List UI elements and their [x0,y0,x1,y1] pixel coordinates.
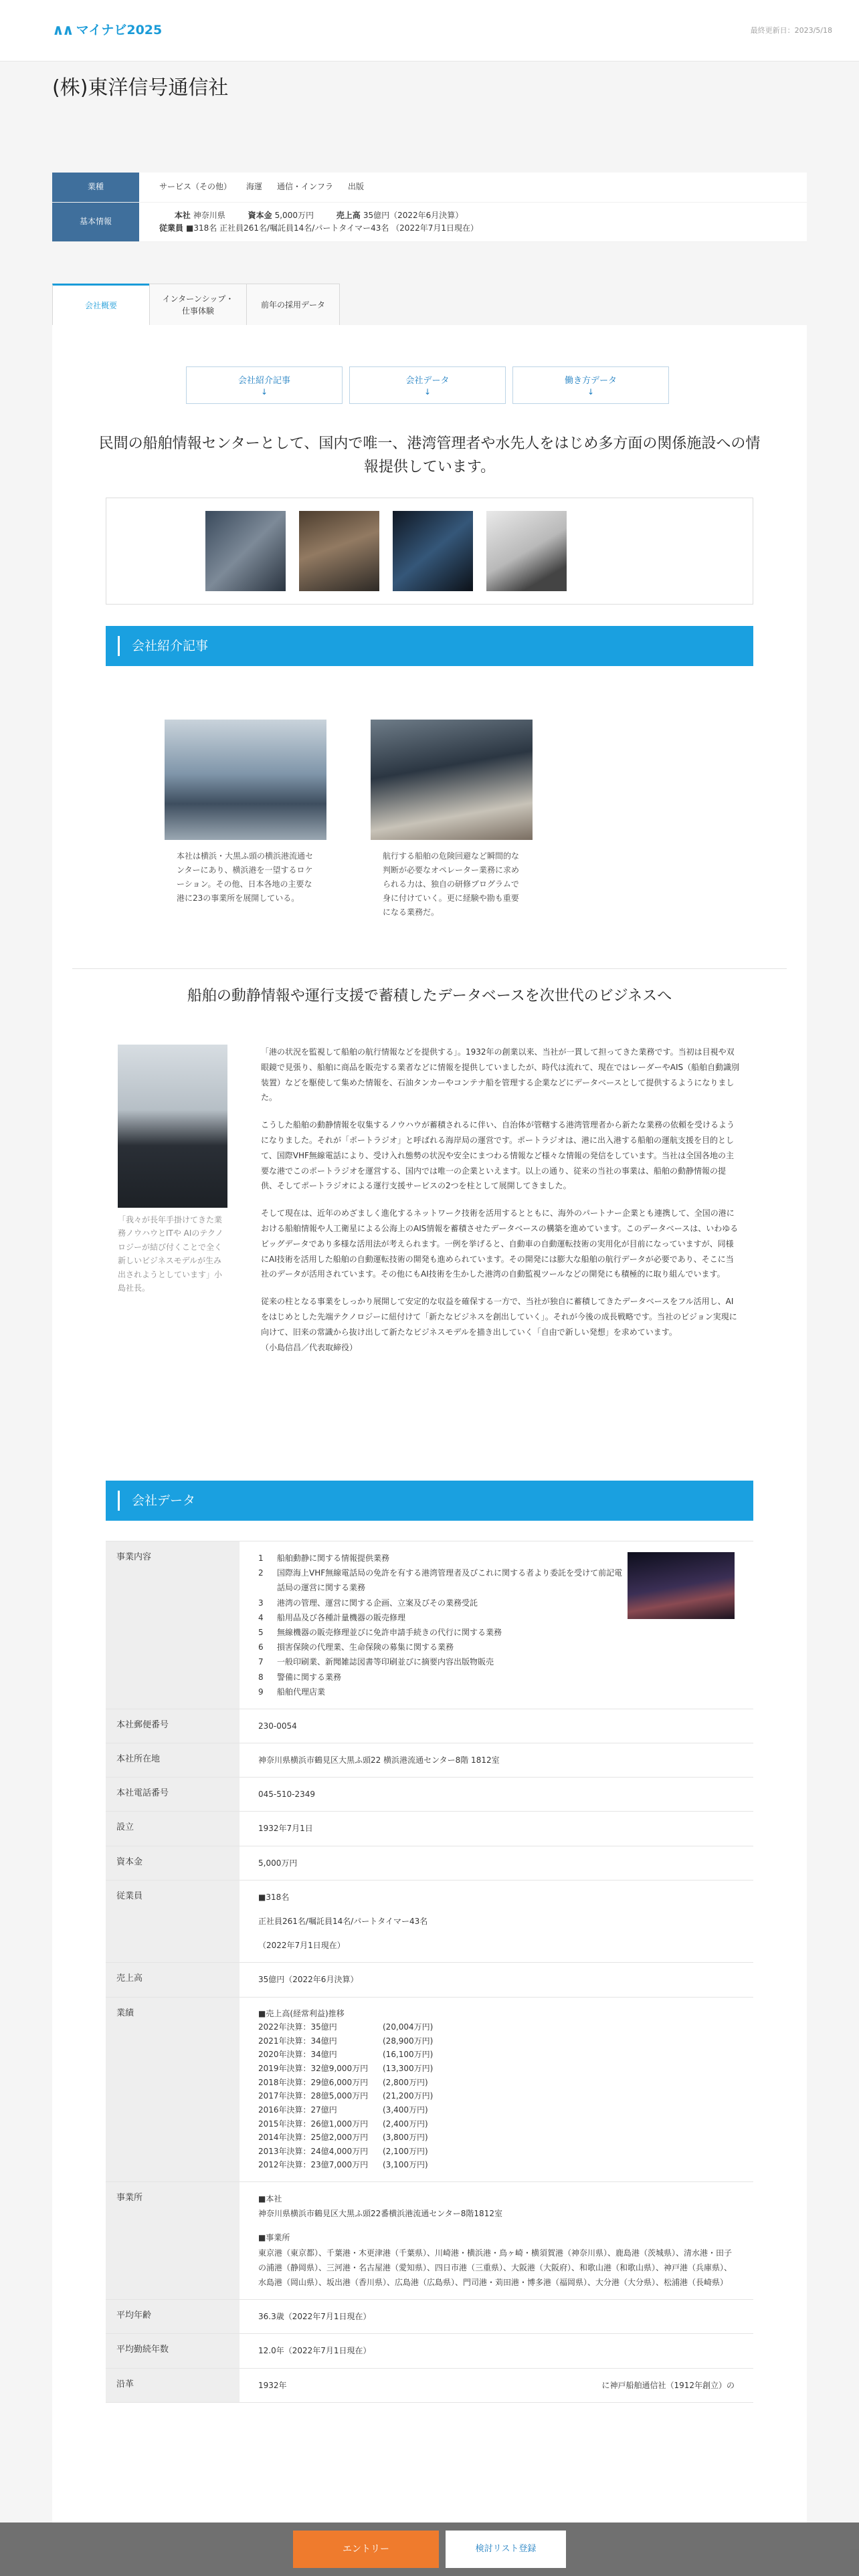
list-item: 3 港湾の管理、運営に関する企画、立案及びその業務受託 [258,1598,478,1608]
last-updated: 最終更新日：2023/5/18 [750,25,832,35]
article-paragraph: 従来の柱となる事業をしっかり展開して安定的な収益を確保する一方で、当社が独自に蓄積してきたデータベースをフル活用し、AIをはじめとした先端テクノロジーに紐付けて「新たなビジネスを創出していく」。それが今後の成長戦略です。当社のビジョン実現に向けて、旧来の常識から抜け出して新たなビジネスモデルを描き出していく「自由で新しい発想」を求めています。 （小島信昌／代表取締役） [261,1297,737,1352]
employees-label: 従業員 [159,223,184,233]
row-value: 1932年7月1日 [258,1824,313,1834]
history-start: 1932年 [258,2380,287,2390]
list-item: 5 無線機器の販売修理並びに免許申請手続きの代行に関する業務 [258,1627,502,1637]
office-branch-list: 東京港（東京都）、千葉港・木更津港（千葉県）、川崎港・横浜港・鳥ヶ崎・横須賀港（神奈川県）、鹿島港（茨城県）、清水港・田子の浦港（静岡県）、三河港・名古屋港（愛知県）、四日市港（三重県）、大阪港（大阪府）、和歌山港（和歌山県）、神戸港（兵庫県）、水島港（岡山県）、坂出港（香川県）、広島港（広島県）、門司港・苅田港・博多港（福岡県）、大分港（大分県）、松浦港（長崎県） [258,2248,733,2287]
company-summary-box [52,173,807,242]
tab-company-overview[interactable]: 会社概要 [52,284,150,325]
list-item: 4 船用品及び各種計量機器の販売修理 [258,1612,406,1622]
gallery-photo[interactable] [486,511,567,591]
anchor-label: 会社データ [405,375,450,386]
table-row [106,2369,753,2403]
row-label: 沿革 [106,2369,240,2402]
section-heading-company-data: 会社データ [106,1481,753,1521]
row-value: 12.0年（2022年7月1日現在） [258,2346,371,2356]
portrait-quote: 「我々が長年手掛けてきた業務ノウハウとITや AIのテクノロジーが結び付くことで全く新しいビジネスモデルが生み出されようとしています」小島社長。 [118,1215,223,1293]
table-row [106,1541,753,1709]
row-label: 本社所在地 [106,1743,240,1777]
row-value [240,1541,753,1709]
office-branch-heading: ■事業所 [258,2233,290,2243]
table-row [106,2182,753,2300]
performance-line: 2019年決算：32億9,000万円 (13,300万円) [258,2064,434,2074]
article-paragraph: こうした船舶の動静情報を収集するノウハウが蓄積されるに伴い、自治体が管轄する港湾管理者から新たな業務の依頼を受けるようになりました。それが「ポートラジオ」と呼ばれる海岸局の運営です。ポートラジオは、港に出入港する船舶の運航支援を目的として、国際VHF無線電話により、受け入れ態勢の状況や安全にまつわる情報など様々な情報の発信をしています。当社は全国各地の主要な港でこのポートラジオを運営する、国内では唯一の企業といえます。以上の通り、従来の当社の事業は、船舶の動静情報の提供、そしてポートラジオによる運行支援サービスの2つを柱として展開してきました。 [261,1120,735,1191]
table-row [106,2334,753,2368]
arrow-down-icon: ↓ [423,387,432,397]
sales-label: 売上高 [336,210,361,220]
add-to-list-button[interactable]: 検討リスト登録 [446,2531,566,2568]
performance-line: 2017年決算：28億5,000万円 (21,200万円) [258,2091,434,2101]
list-item: 1 船舶動静に関する情報提供業務 [258,1553,390,1563]
row-value [240,2369,753,2402]
row-label: 業績 [106,1998,240,2182]
office-hq-heading: ■本社 [258,2194,282,2204]
row-label: 平均年齢 [106,2300,240,2333]
row-value [240,1881,753,1963]
table-row [106,1812,753,1846]
history-end: に神戸船舶通信社（1912年創立）の [601,2380,735,2390]
article-caption: 本社は横浜・大黒ふ頭の横浜港流通センターにあり、横浜港を一望するロケーション。その他、日本各地の主要な港に23の事業所を展開している。 [177,851,314,903]
article-photo [371,720,533,840]
article-title: 船舶の動静情報や運行支援で蓄積したデータベースを次世代のビジネスへ [187,988,672,1004]
business-photo[interactable] [628,1552,735,1619]
list-item: 7 一般印刷業、新聞雑誌図書等印刷並びに摘要内容出版物販売 [258,1657,494,1667]
table-row [106,1709,753,1743]
hq-value: 神奈川県 [193,210,225,220]
logo-text: マイナビ2025 [76,23,163,38]
employees-total: ■318名 [258,1892,290,1902]
article-card [371,720,533,920]
industry-item: 出版 [348,182,365,192]
list-item: 2 国際海上VHF無線電話局の免許を有する港湾管理者及びこれに関する者より委託を受けて前記電話局の運営に関する業務 [258,1568,623,1593]
performance-line: 2022年決算：35億円 (20,004万円) [258,2022,434,2032]
anchor-links [186,366,669,404]
performance-line: 2018年決算：29億6,000万円 (2,800万円) [258,2077,428,2087]
row-value: 神奈川県横浜市鶴見区大黒ふ頭22 横浜港流通センター8階 1812室 [258,1755,500,1765]
table-row [106,1846,753,1881]
performance-line: 2021年決算：34億円 (28,900万円) [258,2036,434,2046]
section-heading-article: 会社紹介記事 [106,626,753,666]
capital-label: 資本金 [248,210,272,220]
anchor-label: 働き方データ [564,375,617,386]
company-data-table [106,1541,753,2403]
top-bar [0,0,859,62]
tab-internship[interactable]: インターンシップ・ 仕事体験 [149,284,247,325]
gallery-photo[interactable] [393,511,473,591]
basic-info-row [52,203,807,242]
article-paragraph: そして現在は、近年のめざましく進化するネットワーク技術を活用するとともに、海外のパートナー企業とも連携して、全国の港における船舶情報や人工衛星による公海上のAIS情報を蓄積させたデータベースの構築を進めています。このデータベースは、いわゆるビッグデータであり多様な活用法が考えられます。一例を挙げると、自動車の自動運転技術の実用化が目前になっていますが、同様にAI技術を活用した船舶の自動運転技術の開発も進められています。その開発には膨大な船舶の航行データが必要であり、そこに当社のデータが活用されています。その他にもAI技術を生かした港湾の自動監視ツールなどの開発にも積極的に取り組んでいます。 [261,1208,739,1279]
company-name: (株)東洋信号通信社 [52,76,229,100]
list-item: 8 警備に関する業務 [258,1672,342,1682]
row-value [240,2182,753,2299]
fixed-action-bar [0,2523,859,2576]
performance-line: 2015年決算：26億1,000万円 (2,400万円) [258,2119,428,2129]
industry-list [139,173,399,202]
table-row [106,1881,753,1963]
row-label: 平均勤続年数 [106,2334,240,2367]
industry-label: 業種 [52,173,139,202]
performance-line: 2020年決算：34億円 (16,100万円) [258,2050,434,2060]
gallery-photo[interactable] [299,511,379,591]
logo-mark-icon: ∧∧ [52,21,72,39]
gallery-photo[interactable] [205,511,286,591]
catch-copy: 民間の船舶情報センターとして、国内で唯一、港湾管理者や水先人をはじめ多方面の関係施設への情報提供しています。 [98,435,761,476]
anchor-label: 会社紹介記事 [237,375,290,386]
list-item: 9 船舶代理店業 [258,1687,326,1697]
row-value: 230-0054 [258,1721,297,1731]
basic-info-label: 基本情報 [52,203,139,241]
article-card [165,720,326,920]
capital-value: 5,000万円 [274,210,314,220]
row-value: 36.3歳（2022年7月1日現在） [258,2312,371,2322]
row-label: 事業所 [106,2182,240,2299]
table-row [106,1963,753,1997]
industry-row [52,173,807,203]
article-photo [165,720,326,840]
office-hq-address: 神奈川県横浜市鶴見区大黒ふ頭22番横浜港流通センター8階1812室 [258,2209,502,2219]
anchor-work-style[interactable] [512,366,669,404]
arrow-down-icon: ↓ [587,387,595,397]
performance-line: 2013年決算：24億4,000万円 (2,100万円) [258,2146,428,2156]
anchor-article[interactable] [186,366,343,404]
article-caption: 航行する船舶の危険回避など瞬間的な判断が必要なオペレーター業務に求められる力は、独自の研修プログラムで身に付けていく。更に経験や勘も重要になる業務だ。 [383,851,520,917]
entry-button[interactable]: エントリー [293,2531,439,2568]
table-row [106,2300,753,2334]
row-label: 資本金 [106,1846,240,1880]
article-cards [165,720,533,920]
performance-line: 2014年決算：25億2,000万円 (3,800万円) [258,2133,428,2143]
main-content [52,325,807,2576]
row-value: 5,000万円 [258,1858,298,1868]
row-label: 設立 [106,1812,240,1845]
president-portrait [118,1045,227,1208]
employees-breakdown: 正社員261名/嘱託員14名/パートタイマー43名 [258,1917,428,1926]
employees-value: ■318名 正社員261名/嘱託員14名/パートタイマー43名 （2022年7月1日現在） [186,223,478,233]
row-label: 本社郵便番号 [106,1709,240,1743]
page-tabs [52,284,339,325]
performance-line: 2016年決算：27億円 (3,400万円) [258,2105,428,2115]
row-value: 35億円（2022年6月決算） [258,1975,359,1985]
table-row [106,1778,753,1812]
hq-label: 本社 [174,210,191,220]
anchor-company-data[interactable] [349,366,506,404]
table-row [106,1998,753,2183]
row-label: 本社電話番号 [106,1778,240,1811]
row-label: 事業内容 [106,1541,240,1709]
industry-item: 海運 [246,182,263,192]
sales-value: 35億円（2022年6月決算） [363,210,464,220]
row-label: 従業員 [106,1881,240,1963]
tab-last-year-data[interactable]: 前年の採用データ [246,284,340,325]
industry-item: サービス（その他） [159,182,232,192]
list-item: 6 損害保険の代理業、生命保険の募集に関する業務 [258,1642,454,1652]
row-value: 045-510-2349 [258,1790,316,1800]
performance-line: 2012年決算：23億7,000万円 (3,100万円) [258,2160,428,2170]
row-label: 売上高 [106,1963,240,1996]
photo-gallery [106,498,753,605]
article-paragraph: 「港の状況を監視して船舶の航行情報などを提供する」。1932年の創業以来、当社が一貫して担ってきた業務です。当初は目視や双眼鏡で見張り、船舶に商品を販売する業者などに情報を提供していましたが、時代は流れて、現在ではレーダーやAIS（船舶自動識別装置）などを駆使して集めた情報を、石油タンカーやコンテナ船を管理する企業などにデータベースとして提供するようになりました。 [261,1047,740,1103]
site-logo[interactable] [52,19,162,42]
basic-info-body [139,203,498,241]
performance-heading: ■売上高(経常利益)推移 [258,2008,345,2018]
article-body [261,1045,740,1367]
row-value [240,1998,753,2182]
table-row [106,1743,753,1778]
arrow-down-icon: ↓ [260,387,268,397]
divider [72,968,787,969]
business-list [258,1551,628,1699]
industry-item: 通信・インフラ [277,182,334,192]
employees-date: （2022年7月1日現在） [258,1941,345,1951]
